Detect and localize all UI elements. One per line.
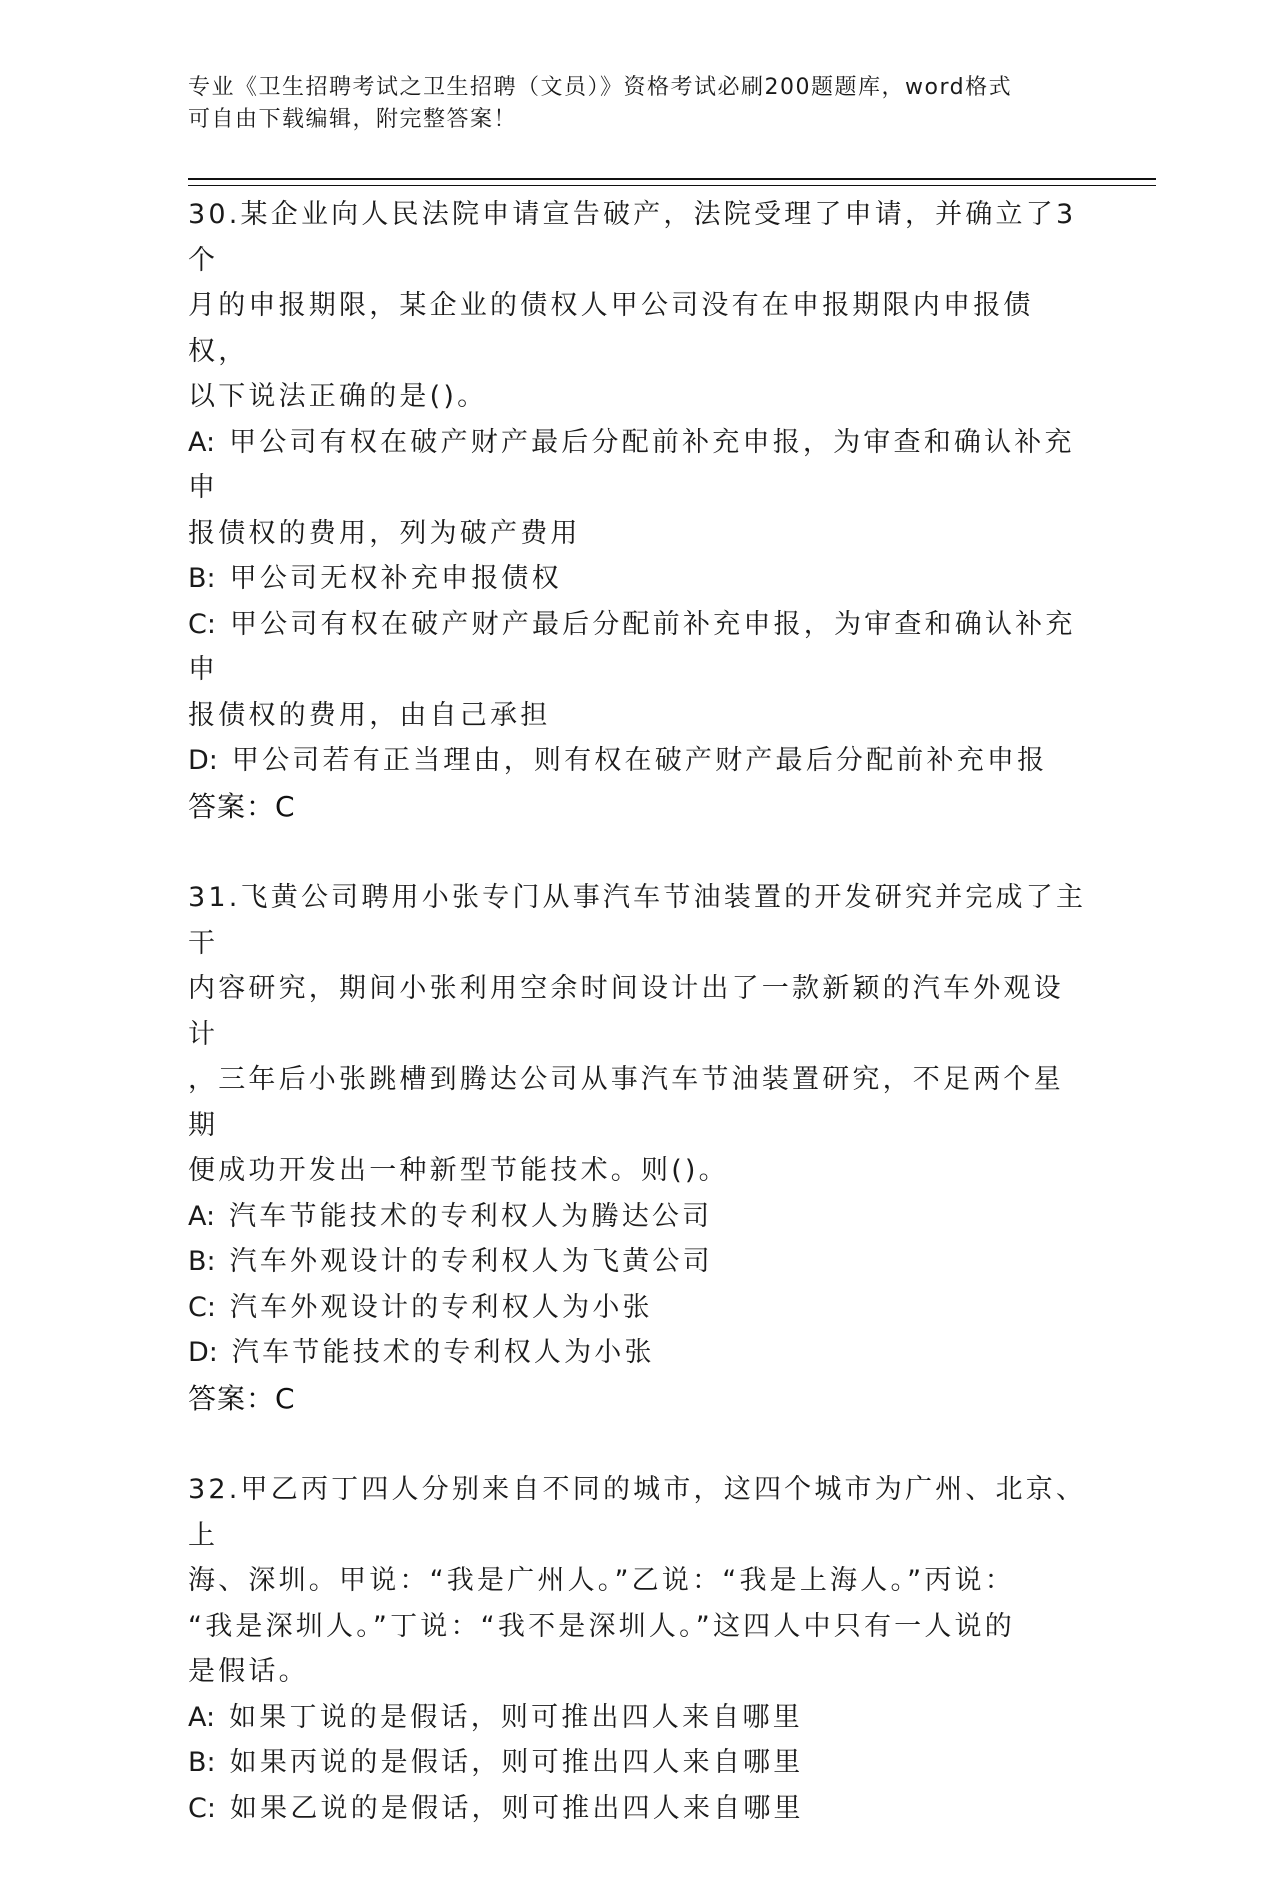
option-d [188, 1330, 1088, 1376]
page-header [188, 72, 1068, 136]
option-text: 甲公司无权补充申报债权 [229, 563, 562, 594]
option-key: B: [188, 563, 216, 594]
option-text: 甲公司若有正当理由，则有权在破产财产最后分配前补充申报 [231, 745, 1048, 776]
question-stem-line: 内容研究，期间小张利用空余时间设计出了一款新颖的汽车外观设计 [188, 973, 1064, 1050]
option-text: 如果乙说的是假话，则可推出四人来自哪里 [229, 1792, 804, 1824]
question-stem-line: 以下说法正确的是()。 [188, 381, 488, 412]
question-stem-line: 月的申报期限，某企业的债权人甲公司没有在申报期限内申报债权， [188, 290, 1034, 367]
question-list [188, 192, 1088, 1877]
option-text: 汽车外观设计的专利权人为小张 [229, 1291, 653, 1323]
option-text: 汽车节能技术的专利权人为小张 [231, 1337, 655, 1368]
answer-line: 答案：C [188, 789, 296, 823]
option-a [188, 420, 1088, 511]
option-a-continued: 报债权的费用，列为破产费用 [188, 517, 581, 549]
option-key: B: [188, 1246, 216, 1277]
question-stem-line: 便成功开发出一种新型节能技术。则()。 [188, 1155, 729, 1186]
option-c-continued: 报债权的费用，由自己承担 [188, 699, 551, 731]
option-text: 如果丙说的是假话，则可推出四人来自哪里 [229, 1747, 804, 1778]
option-text: 汽车外观设计的专利权人为飞黄公司 [229, 1246, 713, 1277]
question-stem-line: 31.飞黄公司聘用小张专门从事汽车节油装置的开发研究并完成了主干 [188, 882, 1087, 959]
option-c [188, 1285, 1088, 1331]
option-text: 汽车节能技术的专利权人为腾达公司 [229, 1200, 713, 1232]
option-text: 甲公司有权在破产财产最后分配前补充申报，为审查和确认补充申 [188, 608, 1076, 685]
header-line-1: 专业《卫生招聘考试之卫生招聘（文员）》资格考试必刷200题题库，word格式 [188, 75, 1013, 100]
option-d [188, 738, 1088, 784]
option-key: D: [188, 745, 218, 776]
question-stem-line: 海、深圳。甲说：“我是广州人。”乙说：“我是上海人。”丙说： [188, 1565, 1015, 1596]
option-a [188, 1695, 1088, 1741]
answer-line: 答案：C [188, 1381, 296, 1415]
option-key: C: [188, 1792, 216, 1824]
option-text: 如果丁说的是假话，则可推出四人来自哪里 [229, 1701, 803, 1733]
option-text: 甲公司有权在破产财产最后分配前补充申报，为审查和确认补充申 [188, 426, 1075, 503]
option-key: C: [188, 608, 216, 640]
option-b [188, 1740, 1088, 1786]
option-key: B: [188, 1747, 216, 1778]
option-key: C: [188, 1291, 216, 1323]
option-key: A: [188, 426, 216, 458]
question-31 [188, 875, 1088, 1421]
header-line-2: 可自由下载编辑，附完整答案！ [188, 107, 518, 132]
option-key: A: [188, 1200, 216, 1232]
question-32 [188, 1467, 1088, 1831]
question-stem-line: 是假话。 [188, 1656, 309, 1687]
option-a [188, 1194, 1088, 1240]
option-b [188, 556, 1088, 602]
option-key: D: [188, 1337, 218, 1368]
question-stem-line: ，三年后小张跳槽到腾达公司从事汽车节油装置研究，不足两个星期 [188, 1064, 1064, 1141]
option-c [188, 602, 1088, 693]
option-key: A: [188, 1701, 216, 1733]
question-30 [188, 192, 1088, 829]
option-b [188, 1239, 1088, 1285]
header-divider [188, 178, 1156, 186]
question-stem-line: 32.甲乙丙丁四人分别来自不同的城市，这四个城市为广州、北京、上 [188, 1474, 1087, 1551]
option-c [188, 1786, 1088, 1832]
question-stem-line: 30.某企业向人民法院申请宣告破产，法院受理了申请，并确立了3个 [188, 199, 1077, 276]
question-stem-line: “我是深圳人。”丁说：“我不是深圳人。”这四人中只有一人说的 [188, 1610, 1015, 1642]
